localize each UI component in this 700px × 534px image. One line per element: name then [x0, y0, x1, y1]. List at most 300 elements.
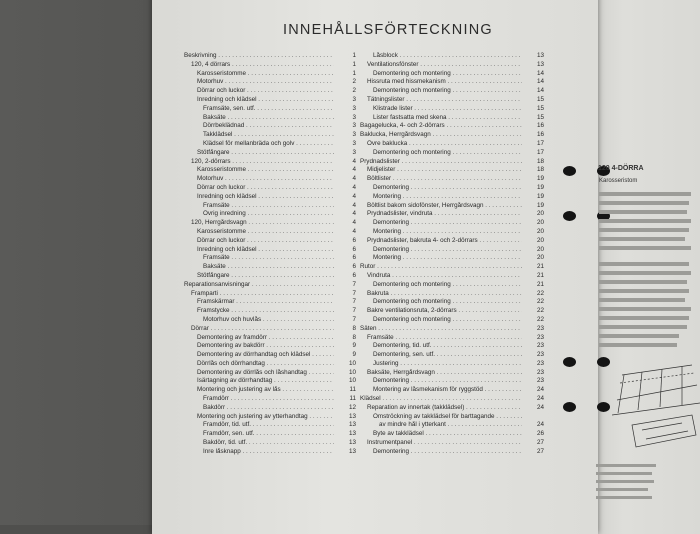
toc-entry-label: Midjelister . . .: [367, 166, 522, 175]
toc-entry: [360, 377, 544, 386]
toc-entry-label: Framstycke . . .: [197, 307, 334, 316]
drawing-line: [660, 369, 662, 407]
toc-entry: [360, 386, 544, 395]
toc-entry: [184, 105, 356, 114]
toc-entry-page: 1: [352, 60, 356, 68]
toc-entry-label: Byte av takklädsel . . .: [373, 430, 522, 439]
toc-entry-page: 21: [536, 263, 544, 271]
toc-entry-page: 7: [352, 315, 356, 323]
toc-entry: [360, 316, 544, 325]
toc-entry: [184, 158, 356, 167]
toc-entry-label: Demontering . . .: [373, 377, 522, 386]
toc-entry-page: 23: [536, 324, 544, 332]
toc-entry-page: 4: [352, 166, 356, 174]
toc-entry: [184, 78, 356, 87]
toc-entry-page: 4: [352, 192, 356, 200]
toc-entry: [360, 61, 544, 70]
toc-entry: [184, 70, 356, 79]
toc-entry: [360, 193, 544, 202]
toc-entry-page: 10: [348, 368, 356, 376]
toc-entry-page: 23: [536, 368, 544, 376]
binder-hole: [563, 357, 576, 367]
toc-entry-page: 20: [536, 245, 544, 253]
toc-entry-page: 13: [536, 52, 544, 59]
toc-entry-page: 4: [352, 175, 356, 183]
toc-entry: [360, 78, 544, 87]
binder-hole: [597, 402, 610, 412]
toc-entry-page: 7: [352, 289, 356, 297]
toc-entry-page: 19: [536, 201, 544, 209]
toc-entry-page: 6: [352, 254, 356, 262]
toc-entry: [360, 122, 544, 131]
toc-entry: [184, 369, 356, 378]
toc-entry: [184, 377, 356, 386]
next-page-text-line: [599, 307, 691, 311]
toc-entry: [360, 87, 544, 96]
toc-entry: [360, 290, 544, 299]
toc-entry: [184, 149, 356, 158]
toc-entry: [184, 114, 356, 123]
toc-entry-label: Demontering av framdörr . . .: [197, 334, 334, 343]
next-page-text-line: [599, 192, 691, 196]
toc-entry-page: 27: [536, 439, 544, 447]
toc-entry-page: 8: [352, 333, 356, 341]
toc-entry-label: Reparationsanvisningar . . .: [184, 281, 334, 290]
toc-entry: [184, 96, 356, 105]
toc-entry: [360, 166, 544, 175]
toc-entry-page: 15: [536, 113, 544, 121]
toc-entry-label: Motorhuv . . .: [197, 78, 334, 87]
toc-entry: [184, 360, 356, 369]
next-page-text-line: [599, 262, 689, 266]
toc-entry-page: 18: [536, 157, 544, 165]
toc-entry: [360, 413, 544, 422]
toc-entry-page: 8: [352, 324, 356, 332]
toc-entry-label: Omströckning av takklädsel för barttagande . . .: [373, 413, 522, 422]
page-title: INNEHÅLLSFÖRTECKNING: [283, 22, 493, 38]
toc-entry: [184, 202, 356, 211]
toc-entry-page: 20: [536, 210, 544, 218]
toc-entry-label: Isärtagning av dörrhandtag . . .: [197, 377, 334, 386]
toc-entry-page: 13: [536, 60, 544, 68]
toc-entry-page: 13: [348, 439, 356, 447]
toc-entry: [360, 175, 544, 184]
toc-entry-label: Montering av låsmekanism för ryggstöd . . .: [373, 386, 522, 395]
toc-entry-page: 7: [352, 298, 356, 306]
toc-entry-label: Montering . . .: [373, 254, 522, 263]
next-page-caption-line: [596, 488, 648, 491]
toc-entry-page: 20: [536, 236, 544, 244]
toc-entry-label: Motorhuv och huvlås . . .: [203, 316, 334, 325]
toc-entry-label: Klistrade lister . . .: [373, 105, 522, 114]
toc-entry-label: Övre baklucka . . .: [367, 140, 522, 149]
toc-entry: [184, 334, 356, 343]
toc-entry-page: 13: [348, 421, 356, 429]
binder-hole: [563, 402, 576, 412]
drawing-line: [612, 403, 700, 415]
toc-entry: [360, 360, 544, 369]
toc-entry-label: Framsäte . . .: [203, 202, 334, 211]
toc-entry-page: 23: [536, 377, 544, 385]
toc-entry-page: 14: [536, 87, 544, 95]
toc-entry-page: 22: [536, 298, 544, 306]
toc-entry: [360, 140, 544, 149]
toc-entry-label: Bakre ventilationsruta, 2-dörrars . . .: [367, 307, 522, 316]
toc-entry-label: Demontering av dörrhandtag och klädsel . . .: [197, 351, 334, 360]
toc-entry: [184, 175, 356, 184]
toc-entry-label: Demontering . . .: [373, 246, 522, 255]
toc-entry-label: Demontering av bakdörr . . .: [197, 342, 334, 351]
toc-entry-page: 16: [536, 122, 544, 130]
toc-entry: [184, 166, 356, 175]
toc-entry: [360, 184, 544, 193]
toc-entry: [184, 448, 356, 457]
binder-hole: [597, 357, 610, 367]
toc-entry-label: Bakdörr, tid. utf. . . .: [203, 439, 334, 448]
toc-entry: [184, 290, 356, 299]
toc-entry: [360, 439, 544, 448]
toc-entry: [360, 219, 544, 228]
toc-entry-label: Karosseristomme . . .: [197, 70, 334, 79]
toc-entry-label: Demontering, tid. utf. . . .: [373, 342, 522, 351]
toc-entry-label: Montering och justering av lås . . .: [197, 386, 334, 395]
toc-entry: [184, 316, 356, 325]
toc-entry: [360, 430, 544, 439]
next-page-text-line: [599, 237, 685, 241]
toc-entry-label: Demontering . . .: [373, 448, 522, 457]
toc-entry-label: Bakruta . . .: [367, 290, 522, 299]
toc-entry-label: Montering . . .: [373, 193, 522, 202]
toc-entry: [184, 122, 356, 131]
toc-entry-label: Dörrar . . .: [191, 325, 334, 334]
toc-entry: [360, 114, 544, 123]
toc-column-right: [360, 52, 544, 457]
toc-entry-label: Takklädsel . . .: [203, 131, 334, 140]
toc-entry: [184, 325, 356, 334]
toc-entry-page: 20: [536, 254, 544, 262]
toc-entry: [184, 131, 356, 140]
toc-entry-label: Demontering och montering . . .: [373, 70, 522, 79]
toc-entry-label: Demontering . . .: [373, 184, 522, 193]
next-page-caption-line: [596, 464, 656, 467]
toc-entry-label: Montering . . .: [373, 228, 522, 237]
next-page-text-line: [599, 246, 691, 250]
toc-entry-label: Låsblock . . .: [373, 52, 522, 61]
toc-entry-label: 120, Herrgårdsvagn . . .: [191, 219, 334, 228]
toc-entry-page: 22: [536, 315, 544, 323]
toc-entry-label: Baksäte . . .: [203, 114, 334, 123]
next-page-text-line: [599, 316, 689, 320]
toc-entry-label: Framsäte . . .: [367, 334, 522, 343]
toc-entry-label: Baksäte, Herrgårdsvagn . . .: [367, 369, 522, 378]
toc-entry-page: 4: [352, 219, 356, 227]
drawing-line: [638, 372, 642, 410]
toc-entry-label: Prydnadslister, vindruta . . .: [367, 210, 522, 219]
toc-entry-page: 6: [352, 245, 356, 253]
toc-entry: [360, 96, 544, 105]
drawing-line: [617, 385, 697, 400]
toc-entry-label: Demontering och montering . . .: [373, 87, 522, 96]
toc-entry-page: 6: [352, 263, 356, 271]
toc-entry: [360, 351, 544, 360]
toc-entry-label: Framdörr, sen. utf. . . .: [203, 430, 334, 439]
toc-entry: [360, 272, 544, 281]
drawing-line: [620, 373, 694, 383]
toc-entry: [184, 342, 356, 351]
next-page-text-line: [599, 298, 685, 302]
next-page-text-line: [599, 201, 689, 205]
toc-entry-page: 4: [352, 227, 356, 235]
toc-entry: [184, 228, 356, 237]
toc-entry-label: 120, 2-dörrars . . .: [191, 158, 334, 167]
toc-entry: [184, 246, 356, 255]
next-page-caption-line: [596, 480, 654, 483]
toc-entry-label: Böltlist bakom sidofönster, Herrgårdsvagn . . .: [367, 202, 522, 211]
toc-entry-page: 16: [536, 131, 544, 139]
toc-entry-page: 3: [352, 122, 356, 130]
toc-entry-label: Framdörr, tid. utf. . . .: [203, 421, 334, 430]
toc-entry-label: Karosseristomme . . .: [197, 228, 334, 237]
toc-entry-page: 19: [536, 183, 544, 191]
toc-entry-page: 14: [536, 78, 544, 86]
car-body-drawing: [612, 355, 700, 455]
toc-entry-page: 4: [352, 210, 356, 218]
toc-entry-page: 11: [349, 386, 356, 394]
toc-entry-page: 19: [536, 175, 544, 183]
toc-entry: [360, 210, 544, 219]
toc-entry-page: 9: [352, 342, 356, 350]
toc-entry-label: Dörrar och luckor . . .: [197, 87, 334, 96]
toc-entry-page: 2: [352, 87, 356, 95]
toc-entry-label: Demontering och montering . . .: [373, 316, 522, 325]
toc-entry-page: 13: [348, 412, 356, 420]
toc-entry: [184, 237, 356, 246]
toc-entry-label: Stötfångare . . .: [197, 272, 334, 281]
toc-entry-label: Böltlister . . .: [367, 175, 522, 184]
toc-entry-page: 12: [348, 403, 356, 411]
binder-hole: [563, 211, 576, 221]
toc-entry: [360, 149, 544, 158]
toc-entry-label: Framskärmar . . .: [197, 298, 334, 307]
toc-entry: [360, 325, 544, 334]
toc-entry-page: 10: [348, 377, 356, 385]
toc-entry: [184, 87, 356, 96]
toc-entry: [184, 404, 356, 413]
toc-entry-page: 24: [536, 403, 544, 411]
toc-entry-page: 27: [536, 447, 544, 455]
toc-entry: [360, 105, 544, 114]
toc-entry-label: Justering . . .: [373, 360, 522, 369]
toc-entry-label: Hissruta med hissmekanism . . .: [367, 78, 522, 87]
toc-entry-label: Rutor . . .: [360, 263, 522, 272]
toc-entry-page: 22: [536, 307, 544, 315]
toc-entry-page: 3: [352, 113, 356, 121]
toc-entry-label: Demontering och montering . . .: [373, 281, 522, 290]
toc-entry-label: Demontering och montering . . .: [373, 149, 522, 158]
toc-entry-page: 3: [352, 95, 356, 103]
toc-entry-page: 23: [536, 342, 544, 350]
toc-entry-page: 4: [352, 183, 356, 191]
toc-entry: [184, 298, 356, 307]
toc-entry-label: Ventilationsfönster . . .: [367, 61, 522, 70]
next-page-heading: 120 4-DÖRRA: [598, 165, 644, 172]
toc-entry: [360, 202, 544, 211]
toc-entry: [360, 70, 544, 79]
toc-entry: [184, 421, 356, 430]
binder-hole: [563, 166, 576, 176]
toc-entry-page: 3: [352, 131, 356, 139]
toc-entry-page: 4: [352, 201, 356, 209]
toc-entry-page: 10: [348, 359, 356, 367]
toc-entry-page: 15: [536, 95, 544, 103]
toc-entry: [184, 193, 356, 202]
next-page-text-line: [599, 210, 687, 214]
toc-entry-label: Inredning och klädsel . . .: [197, 193, 334, 202]
toc-entry: [184, 184, 356, 193]
next-page-text-line: [599, 228, 689, 232]
toc-entry: [184, 430, 356, 439]
toc-entry: [184, 140, 356, 149]
toc-entry: [184, 272, 356, 281]
toc-entry-label: Reparation av innertak (takklädsel) . . .: [367, 404, 522, 413]
toc-entry: [184, 351, 356, 360]
toc-entry: [360, 246, 544, 255]
toc-entry-page: 24: [536, 421, 544, 429]
toc-entry: [184, 386, 356, 395]
toc-entry-label: Tätningslister . . .: [367, 96, 522, 105]
toc-entry-label: Lister fastsatta med skena . . .: [373, 114, 522, 123]
toc-entry: [360, 404, 544, 413]
toc-entry-page: 13: [348, 447, 356, 455]
toc-entry-label: Övrig inredning . . .: [203, 210, 334, 219]
toc-entry: [184, 219, 356, 228]
toc-entry: [184, 281, 356, 290]
toc-entry-label: Prydnadslister . . .: [360, 158, 522, 167]
toc-entry: [360, 228, 544, 237]
toc-entry-page: 7: [352, 280, 356, 288]
toc-entry: [360, 448, 544, 457]
toc-entry-label: Framdörr . . .: [203, 395, 334, 404]
toc-entry-label: Dörrlås och dörrhandtag . . .: [197, 360, 334, 369]
drawing-line: [618, 375, 624, 413]
toc-entry-page: 6: [352, 236, 356, 244]
next-page-caption-line: [596, 496, 652, 499]
toc-entry-label: Framsäte, sen. utf. . . .: [203, 105, 334, 114]
toc-entry-label: Klädsel . . .: [360, 395, 522, 404]
toc-entry-label: Inredning och klädsel . . .: [197, 246, 334, 255]
toc-entry-label: Dörrar och luckor . . .: [197, 237, 334, 246]
toc-entry-label: Bagagelucka, 4- och 2-dörrars . . .: [360, 122, 522, 131]
toc-entry-label: Demontering och montering . . .: [373, 298, 522, 307]
toc-entry: [184, 395, 356, 404]
toc-entry: [360, 395, 544, 404]
toc-entry-label: Baklucka, Herrgårdsvagn . . .: [360, 131, 522, 140]
toc-entry-label: Demontering av dörrlås och låshandtag . . .: [197, 369, 334, 378]
next-page-caption-line: [596, 472, 652, 475]
toc-entry-page: 18: [536, 166, 544, 174]
toc-entry-page: 3: [352, 139, 356, 147]
toc-entry-label: Dörrbeklädnad . . .: [203, 122, 334, 131]
toc-entry-page: 13: [348, 430, 356, 438]
toc-entry-label: Montering och justering av ytterhandtag . . .: [197, 413, 334, 422]
toc-entry-page: 22: [536, 289, 544, 297]
next-page-subheading: Karosseristom: [599, 178, 638, 184]
toc-entry: [360, 263, 544, 272]
toc-entry: [184, 263, 356, 272]
toc-entry-page: 17: [536, 139, 544, 147]
toc-entry-label: av mindre hål i ytterkant . . .: [379, 421, 522, 430]
toc-entry-page: 3: [352, 104, 356, 112]
toc-entry: [360, 369, 544, 378]
toc-entry: [184, 307, 356, 316]
toc-entry-label: Klädsel för mellanbräda och golv . . .: [203, 140, 334, 149]
toc-entry-page: 3: [352, 148, 356, 156]
toc-entry-page: 6: [352, 271, 356, 279]
toc-entry: [184, 210, 356, 219]
toc-entry: [360, 334, 544, 343]
toc-entry-label: Vindruta . . .: [367, 272, 522, 281]
next-page-text-line: [599, 343, 677, 347]
toc-entry-page: 21: [536, 280, 544, 288]
toc-entry-label: Demontering . . .: [373, 219, 522, 228]
toc-entry: [360, 254, 544, 263]
toc-entry-page: 23: [536, 333, 544, 341]
toc-entry-page: 11: [349, 395, 356, 403]
toc-entry-label: Baksäte . . .: [203, 263, 334, 272]
toc-entry: [360, 131, 544, 140]
toc-entry-page: 20: [536, 219, 544, 227]
toc-entry: [184, 413, 356, 422]
toc-entry: [184, 52, 356, 61]
next-page-text-line: [599, 289, 689, 293]
drawing-line: [642, 423, 682, 430]
next-page-text-line: [599, 219, 691, 223]
toc-entry-label: Demontering, sen. utf. . . .: [373, 351, 522, 360]
toc-entry-page: 1: [352, 69, 356, 77]
toc-entry-page: 1: [352, 52, 356, 59]
toc-entry-label: Prydnadslister, bakruta 4- och 2-dörrars . . .: [367, 237, 522, 246]
toc-entry-page: 21: [536, 271, 544, 279]
toc-entry-page: 26: [536, 430, 544, 438]
toc-column-left: [184, 52, 356, 457]
next-page-text-line: [599, 325, 687, 329]
toc-entry-label: Karosseristomme . . .: [197, 166, 334, 175]
next-page-text-line: [599, 334, 679, 338]
toc-entry: [184, 254, 356, 263]
toc-entry-label: Beskrivning . . .: [184, 52, 334, 61]
toc-entry-page: 24: [536, 386, 544, 394]
toc-entry-label: Instrumentpanel . . .: [367, 439, 522, 448]
toc-entry-page: 2: [352, 78, 356, 86]
drawing-line: [622, 365, 692, 375]
next-page-text-line: [599, 280, 687, 284]
toc-entry-label: 120, 4 dörrars . . .: [191, 61, 334, 70]
toc-entry-label: Inre låsknapp . . .: [203, 448, 334, 457]
toc-entry-page: 23: [536, 359, 544, 367]
toc-entry-page: 17: [536, 148, 544, 156]
toc-entry-label: Framsäte . . .: [203, 254, 334, 263]
toc-entry-page: 15: [536, 104, 544, 112]
toc-entry-label: Framparti . . .: [191, 290, 334, 299]
toc-entry-page: 14: [536, 69, 544, 77]
toc-entry-label: Dörrar och luckor . . .: [197, 184, 334, 193]
toc-entry: [360, 298, 544, 307]
toc-entry-page: 19: [536, 192, 544, 200]
toc-entry-page: 7: [352, 307, 356, 315]
toc-entry: [184, 439, 356, 448]
toc-entry-label: Stötfångare . . .: [197, 149, 334, 158]
toc-entry: [184, 61, 356, 70]
